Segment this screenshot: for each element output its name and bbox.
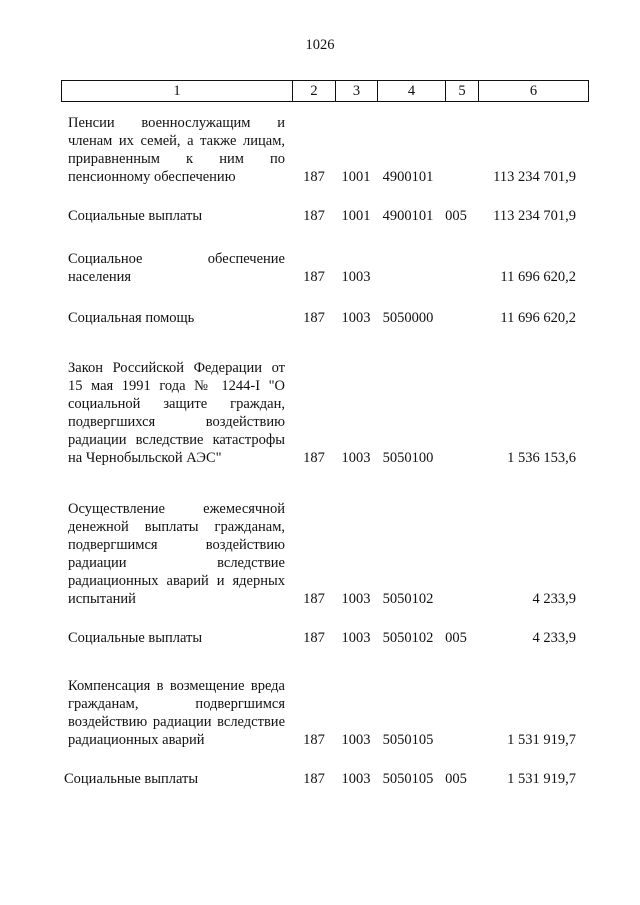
col-5-value: 005 bbox=[445, 208, 467, 224]
row-name: Осуществление ежемесячной денежной выплаты гражданам, подвергшимся воздействию радиации вследствие радиационных аварий и ядерных испытаний bbox=[68, 501, 285, 607]
col-4-value: 5050102 bbox=[382, 591, 434, 607]
col-6-value: 1 531 919,7 bbox=[507, 732, 576, 748]
header-col-4: 4 bbox=[378, 81, 446, 101]
col-4-value: 5050105 bbox=[382, 732, 434, 748]
col-3-value: 1003 bbox=[341, 310, 371, 326]
header-col-6: 6 bbox=[529, 83, 538, 99]
table-header bbox=[61, 80, 589, 102]
col-6-value: 113 234 701,9 bbox=[493, 208, 576, 224]
col-5-value: 005 bbox=[445, 771, 467, 787]
col-6-value: 4 233,9 bbox=[532, 630, 576, 646]
col-2-value: 187 bbox=[303, 310, 325, 326]
row-name: Социальные выплаты bbox=[68, 630, 203, 646]
col-6-value: 113 234 701,9 bbox=[493, 169, 576, 185]
row-name: Компенсация в возмещение вреда гражданам, подвергшимся воздействию радиации вследствие радиационных аварий bbox=[68, 678, 285, 748]
col-3-value: 1003 bbox=[341, 732, 371, 748]
col-2-value: 187 bbox=[303, 732, 325, 748]
page-number: 1026 bbox=[305, 37, 335, 53]
col-3-value: 1003 bbox=[341, 269, 371, 285]
col-2-value: 187 bbox=[303, 591, 325, 607]
header-col-3: 3 bbox=[336, 81, 378, 101]
col-5-value: 005 bbox=[445, 630, 467, 646]
col-4-value: 5050105 bbox=[382, 771, 434, 787]
col-2-value: 187 bbox=[303, 771, 325, 787]
row-name: Закон Российской Федерации от 15 мая 1991 года № 1244-I "О социальной защите граждан, подвергшихся воздействию радиации вследствие катастрофы на Чернобыльской АЭС" bbox=[68, 360, 285, 466]
col-3-value: 1003 bbox=[341, 450, 371, 466]
col-4-value: 5050102 bbox=[382, 630, 434, 646]
col-4-value: 5050000 bbox=[382, 310, 434, 326]
col-4-value: 5050100 bbox=[382, 450, 434, 466]
col-4-value: 4900101 bbox=[382, 208, 434, 224]
col-6-value: 11 696 620,2 bbox=[500, 269, 576, 285]
col-4-value: 4900101 bbox=[382, 169, 434, 185]
col-2-value: 187 bbox=[303, 169, 325, 185]
row-name: Социальные выплаты bbox=[64, 771, 199, 787]
header-col-1: 1 bbox=[62, 81, 293, 101]
col-6-value: 4 233,9 bbox=[532, 591, 576, 607]
header-col-2: 2 bbox=[293, 81, 336, 101]
col-3-value: 1003 bbox=[341, 591, 371, 607]
row-name: Социальное обеспечение населения bbox=[68, 251, 285, 285]
header-col-5: 5 bbox=[446, 81, 479, 101]
col-6-value: 1 536 153,6 bbox=[507, 450, 576, 466]
col-3-value: 1003 bbox=[341, 630, 371, 646]
col-2-value: 187 bbox=[303, 630, 325, 646]
col-3-value: 1001 bbox=[341, 169, 371, 185]
col-2-value: 187 bbox=[303, 269, 325, 285]
row-name: Социальные выплаты bbox=[68, 208, 203, 224]
col-6-value: 11 696 620,2 bbox=[500, 310, 576, 326]
row-name: Пенсии военнослужащим и членам их семей, а также лицам, приравненным к ним по пенсионному обеспечению bbox=[68, 115, 285, 185]
col-3-value: 1003 bbox=[341, 771, 371, 787]
col-3-value: 1001 bbox=[341, 208, 371, 224]
col-2-value: 187 bbox=[303, 208, 325, 224]
col-2-value: 187 bbox=[303, 450, 325, 466]
col-6-value: 1 531 919,7 bbox=[507, 771, 576, 787]
row-name: Социальная помощь bbox=[68, 310, 195, 326]
